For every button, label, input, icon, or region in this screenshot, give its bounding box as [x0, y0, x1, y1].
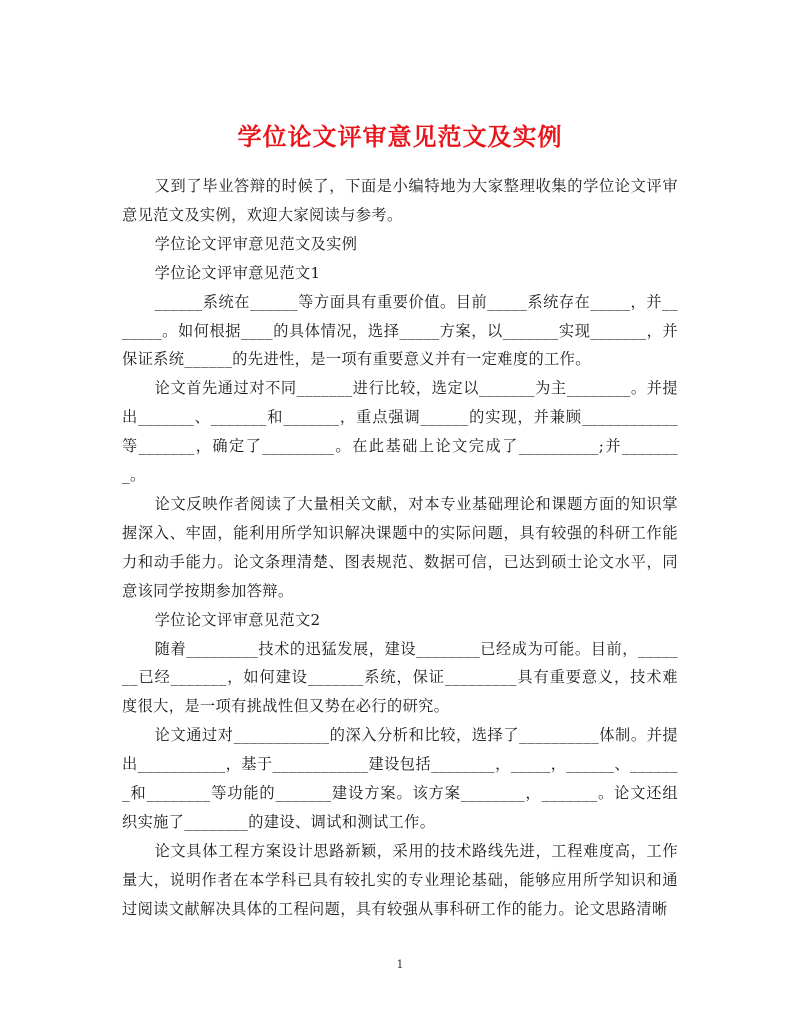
intro-paragraph: 又到了毕业答辩的时候了，下面是小编特地为大家整理收集的学位论文评审意见范文及实例，欢迎大家阅读与参考。 — [122, 177, 678, 224]
example-1-paragraph-1: ______系统在______等方面具有重要价值。目前_____系统存在_____，并_______。如何根据____的具体情况，选择_____方案，以_______实现_______，并保证系统______的先进性，是一项有重要意义并有一定难度的工作。 — [122, 292, 678, 369]
example-1-heading: 学位论文评审意见范文1 — [154, 263, 321, 282]
example-2-heading: 学位论文评审意见范文2 — [154, 610, 321, 629]
document-title: 学位论文评审意见范文及实例 — [237, 122, 563, 152]
example-2-paragraph-1: 随着_________技术的迅猛发展，建设________已经成为可能。目前，_______已经_______，如何建设_______系统，保证_________具有重要意义，技术难度很大，是一项有挑战性但又势在必行的研究。 — [122, 639, 678, 716]
example-2-paragraph-3: 论文具体工程方案设计思路新颖，采用的技术路线先进，工程难度高，工作量大，说明作者在本学科已具有较扎实的专业理论基础，能够应用所学知识和通过阅读文献解决具体的工程问题，具有较强从事科研工作的能力。论文思路清晰 — [122, 841, 678, 918]
page-number: 1 — [396, 958, 404, 971]
section-heading: 学位论文评审意见范文及实例 — [154, 234, 358, 253]
example-1-paragraph-2: 论文首先通过对不同_______进行比较，选定以_______为主________。并提出_______、_______和_______，重点强调______的实现，并兼顾____________等_______，确定了_________。在此基础上论文完成了__________;并________。 — [122, 379, 678, 485]
document-body — [122, 172, 678, 924]
example-1-paragraph-3: 论文反映作者阅读了大量相关文献，对本专业基础理论和课题方面的知识掌握深入、牢固，能利用所学知识解决课题中的实际问题，具有较强的科研工作能力和动手能力。论文条理清楚、图表规范、数据可信，已达到硕士论文水平，同意该同学按期参加答辩。 — [122, 494, 678, 600]
example-2-paragraph-2: 论文通过对____________的深入分析和比较，选择了__________体制。并提出___________，基于____________建设包括________，_____，______、_______和________等功能的_______建设方案。该方案________，_______。论文还组织实施了________的建设、调试和测试工作。 — [122, 726, 678, 831]
